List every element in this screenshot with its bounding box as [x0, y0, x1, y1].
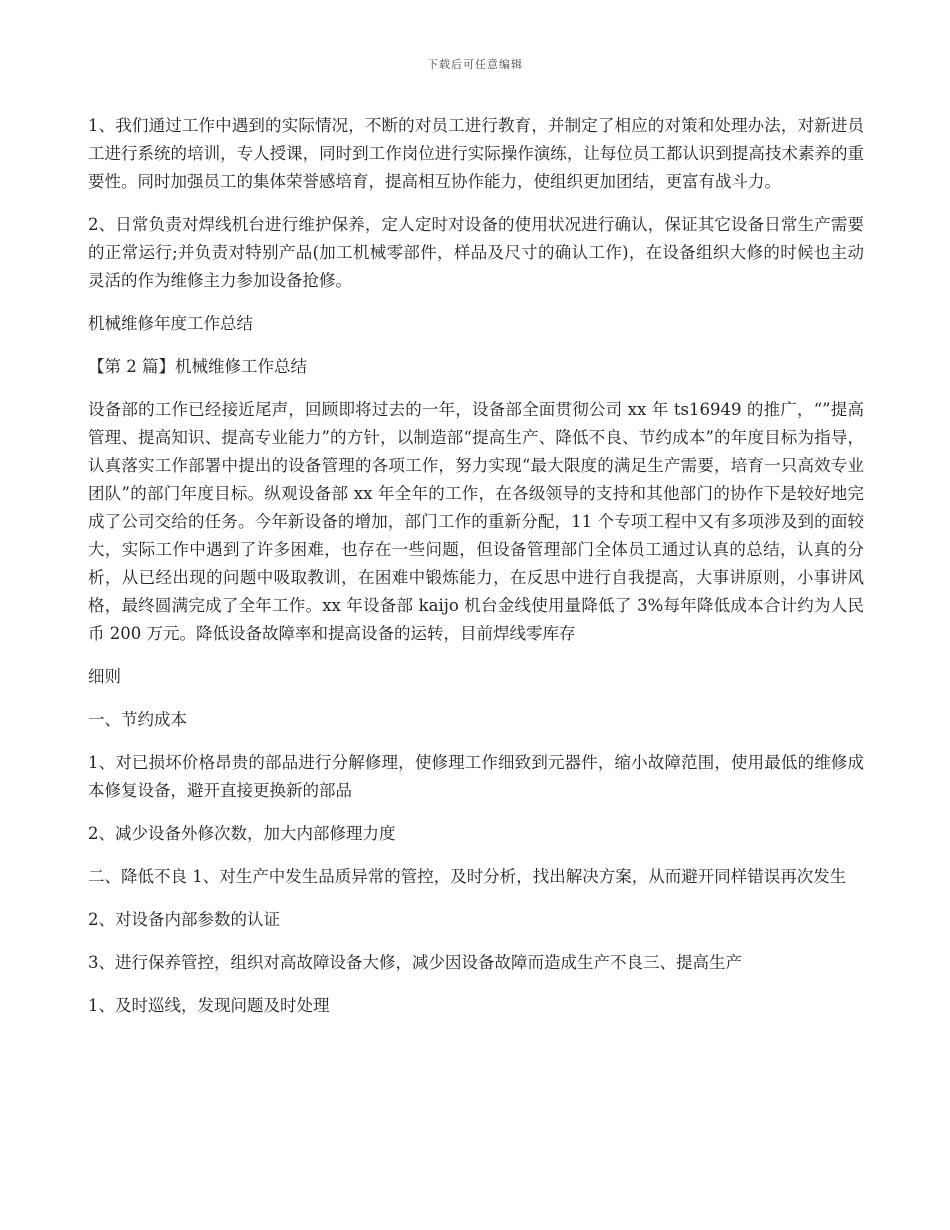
article-heading: 【第 2 篇】机械维修工作总结 [88, 357, 307, 376]
paragraph-maintenance: 2、日常负责对焊线机台进行维护保养，定人定时对设备的使用状况进行确认，保证其它设备日常生产需要的正常运行;并负责对特别产品(加工机械零部件，样品及尺寸的确认工作)，在设备组织大修的时候也主动灵活的作为维修主力参加设备抢修。 [88, 215, 864, 290]
section-title: 机械维修年度工作总结 [88, 314, 253, 333]
page-header: 下载后可任意编辑 [427, 58, 523, 71]
list-item: 1、及时巡线，发现问题及时处理 [88, 996, 330, 1015]
list-item: 二、降低不良 1、对生产中发生品质异常的管控，及时分析，找出解决方案，从而避开同样错误再次发生 [88, 867, 847, 886]
subheading-save-cost: 一、节约成本 [88, 710, 187, 729]
list-item: 2、对设备内部参数的认证 [88, 910, 280, 929]
list-item: 3、进行保养管控，组织对高故障设备大修，减少因设备故障而造成生产不良三、提高生产 [88, 953, 742, 972]
paragraph-training: 1、我们通过工作中遇到的实际情况，不断的对员工进行教育，并制定了相应的对策和处理办法，对新进员工进行系统的培训，专人授课，同时到工作岗位进行实际操作演练，让每位员工都认识到提高技术素养的重要性。同时加强员工的集体荣誉感培育，提高相互协作能力，使组织更加团结，更富有战斗力。 [88, 116, 864, 191]
list-item: 2、减少设备外修次数，加大内部修理力度 [88, 824, 396, 843]
paragraph-summary: 设备部的工作已经接近尾声，回顾即将过去的一年，设备部全面贯彻公司 xx 年 ts16949 的推广，“”提高管理、提高知识、提高专业能力”的方针，以制造部“提高生产、降低不良、节约成本”的年度目标为指导，认真落实工作部署中提出的设备管理的各项工作，努力实现“最大限度的满足生产需要，培育一只高效专业团队”的部门年度目标。纵观设备部 xx 年全年的工作，在各级领导的支持和其他部门的协作下是较好地完成了公司交给的任务。今年新设备的增加，部门工作的重新分配，11 个专项工程中又有多项涉及到的面较大，实际工作中遇到了许多困难，也存在一些问题，但设备管理部门全体员工通过认真的总结，认真的分析，从已经出现的问题中吸取教训，在困难中锻炼能力，在反思中进行自我提高，大事讲原则，小事讲风格，最终圆满完成了全年工作。xx 年设备部 kaijo 机台金线使用量降低了 3%每年降低成本合计约为人民币 200 万元。降低设备故障率和提高设备的运转，目前焊线零库存 [88, 400, 864, 643]
document-body [88, 112, 864, 1035]
subheading-details: 细则 [88, 667, 121, 686]
list-item: 1、对已损坏价格昂贵的部品进行分解修理，使修理工作细致到元器件，缩小故障范围，使用最低的维修成本修复设备，避开直接更换新的部品 [88, 753, 864, 800]
